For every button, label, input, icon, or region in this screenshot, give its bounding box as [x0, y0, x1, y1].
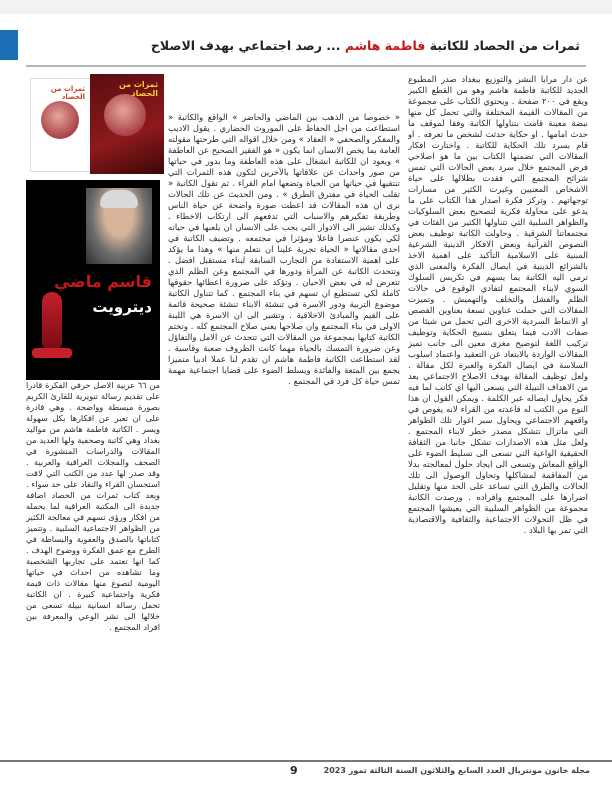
page-number: 9 [290, 764, 298, 777]
book-cover-front-image [90, 74, 164, 174]
title-author: فاطمة هاشم [344, 38, 426, 53]
title-prefix: ثمرات من الحصاد للكاتبة [429, 38, 580, 53]
book-cover-title: ثمرات من الحصاد [50, 85, 85, 101]
contributor-hair [100, 190, 138, 208]
paragraph: من ٦٦ عربية الاصل حرفي الفكرة قادرا على تقديم رسالة تنويرية للقارئ الكريم بصورة مبسطة وواضحة . وهي قادرة على ان تعبر عن افكارها بكل سهولة ويسر . الكاتبة فاطمة هاشم من مواليد بغداد وهي كاتبة وصحفية ولها العديد من المقالات والدراسات المنشورة في الصحف والمجلات العراقية والعربية . وقد صدر لها عدد من الكتب التي لاقت استحسان القراء والنقاد على حد سواء . ويعد كتاب ثمرات من الحصاد اضافة جديدة الى المكتبة العراقية لما يحمله من افكار ورؤى تسهم في معالجة الكثير من الظواهر الاجتماعية السلبية . وتتميز كتاباتها بالصدق والعفوية والبساطة في الطرح مع عمق الفكرة ووضوح الهدف . كما انها تعتمد على تجاربها الشخصية وما تشاهده من احداث في حياتها اليومية لتصوغ منها مقالات ذات قيمة فكرية واجتماعية كبيرة . ان الكاتبة تحمل رسالة انسانية نبيلة تسعى من خلالها الى نشر الوعي والمعرفة بين افراد المجتمع . [26, 380, 160, 632]
article-title [110, 38, 580, 60]
contributor-panel [26, 180, 160, 380]
author-photo-circle [104, 94, 146, 136]
header-accent-bar [0, 30, 18, 60]
emblem-base [32, 348, 72, 358]
paragraph: عن دار مرايا النشر والتوزيع ببغداد صدر المطبوع الجديد للكاتبة فاطمة هاشم وهو من القطع الكبير ويقع في ٢٠٠ صفحة . ويحتوي الكتاب على مجموعة من المقالات القيمة المختلفة والتي تحمل كل منها نبضة معينة قامت بتناولها الكاتبة وفقا لموقف ما حدث امامها . او حكاية حدثت لشخص ما تعرفه . او قام بسرد تلك الحكاية للكاتبة . واختارت افكار المقالات التي تضمنها الكتاب بين ما هو اصلاحي فرض المجتمع خلال سرد بعض الحالات التي تمس شرائح المجتمع التي فقدت بظلالها على حياة الاشخاص المعنيين وغيرت الكثير من مسارات توجهاتهم . وتركز فكرة اصدار هذا الكتاب على ما يدعو على محاولة فكرية لتصحيح بعض السلوكيات والظواهر السلبية التي تتناولها الكثير من الفئات في مجتمعاتنا الشرقية . وحاولت الكاتبة توظيف بعض النصوص القرآنية وبعض الافكار الدينية الشرعية المبنية على الاسلامية التأكيد على اهمية الاخذ بالشرائع الدينية في ايصال الفكرة والمعنى الذي ترمي اليه الكاتبة بما يسهم في تكريس السلوك السوي لابناء المجتمع لتفادي الوقوع في حالات الظلم والفشل والتخلف والتهميش . وتميزت المقالات التي حملت عناوين تسعة بعناوين القصص او الانماط السردية الاخرى التي تحمل من شيئا من صفات الادب فيما يتعلق بنسيج الحكاية وتوظيف تركيب اللغة لتوضيح مغزى معين الى جانب تميز المقالات الواردة بالابتعاد عن التعقيد واعتماد اسلوب السلاسة في ايصال الفكرة والعبرة لكل مقالة . ولعل توظيف المقالة بهدف الاصلاح الاجتماعي يعد من الاهداف النبيلة التي يسعى اليها اي كاتب لما فيه فكر يحاول ايصاله عبر الكلمة . ويمكن القول ان هذا النوع من الكتب له قاعدته من القراء لانه يغوص في واقعهم الاجتماعي ويحاول سبر اغوار تلك الظواهر التي ماتزال تتشكل مصدر خطر لابناء المجتمع . ولعل مثل هذه الاصدارات تشكل جانبا من الثقافة الحقيقية الواعية التي تسعى الى تسليط الضوء على الواقع المعاش وتسعى الى ايجاد حلول لمعالجته بدلا من المفاقمة لمشاكلها وتحاول الوصول الى تلك الحالات والطرق التي تساعد على الحد منها وتقليل اضرارها على المجتمع وافراده . ورصدت الكاتبة مجموعة من الظواهر السلبية التي يعيشها المجتمع في ظل التحولات الاجتماعية والثقافية والاقتصادية التي تمر بها البلاد . [408, 74, 588, 535]
book-cover-title: ثمرات من الحصاد [118, 80, 158, 98]
magazine-emblem-icon [32, 292, 72, 362]
header-band [0, 0, 612, 14]
contributor-name: قاسم ماضي [54, 272, 152, 291]
footer-divider [0, 760, 612, 762]
contributor-photo [86, 188, 152, 264]
paragraph: « خصوصا من الذهب بين الماضي والحاضر » الواقع والكاتبة « استطاعت من اجل الحفاظ على الموروث الحضاري . يقول الاديب والمفكر والصحفي « العقاد » ومن خلال اقواله التي طرحتها مقولته العامة بما يخص الانسان انما يكون « هو الفقير الصحيح عن العاطفة » ويعود ان للكاتبة انشغال على هذه العاطفة وما يدور في حياتها من صور واحداث عن علاقاتها بالآخرين لتكون هذه الثمرات التي تنتقيها في حياتها من الحياة وتضعها امام القراء . ثم تقول الكاتبة « تقلب الحياة في مفترق الطرق » . ومن الحديث عن تلك الحالات نرى ان هذه المقالات قد اعطت صورة واضحة عن حياة الناس وطريقة تفكيرهم والاسباب التي تدفعهم الى ارتكاب الاخطاء . وكذلك تشير الى الادوار التي يجب على الانسان ان يلعبها في حياته لكي يكون عنصرا فاعلا ومؤثرا في مجتمعه . وتضيف الكاتبة في احدى مقالاتها « الحياة تجربة علينا ان نتعلم منها » وهذا ما يؤكد على اهمية الاستفادة من التجارب السابقة لبناء مستقبل افضل . وتتحدث الكاتبة عن المرأة ودورها في المجتمع وعن الظلم الذي تتعرض له في بعض الاحيان . وتؤكد على ضرورة اعطائها حقوقها كاملة لكي تستطيع ان تسهم في بناء المجتمع . كما تتناول الكاتبة موضوع التربية ودور الاسرة في تنشئة الابناء تنشئة صحيحة قائمة على القيم والمبادئ الاخلاقية . وتشير الى ان الاسرة هي اللبنة الاولى في بناء المجتمع وان صلاحها يعني صلاح المجتمع كله . وتختم الكاتبة كتابها بمجموعة من المقالات التي تتحدث عن الامل والتفاؤل وعن ضرورة التمسك بالحياة مهما كانت الظروف صعبة وقاسية . لقد استطاعت الكاتبة فاطمة هاشم ان تقدم لنا عملا ادبيا متميزا يجمع بين المتعة والفائدة ويسلط الضوء على قضايا اجتماعية مهمة تمس حياة كل فرد في المجتمع . [168, 112, 400, 386]
article-header [0, 0, 612, 60]
footer-publication-line: مجلة خانون مونتريال العدد السابع والثلاثون السنة الثالثة تموز 2023 [323, 766, 590, 775]
header-divider [26, 65, 586, 67]
title-suffix: ... رصد اجتماعي بهدف الاصلاح [150, 38, 341, 53]
text-column-left [26, 380, 160, 754]
emblem-figure [42, 292, 62, 348]
contributor-city: ديترويت [92, 298, 152, 316]
author-photo-circle [41, 101, 79, 139]
book-cover-back-image [30, 78, 92, 172]
text-column-right [408, 74, 588, 754]
text-column-middle [168, 112, 400, 634]
